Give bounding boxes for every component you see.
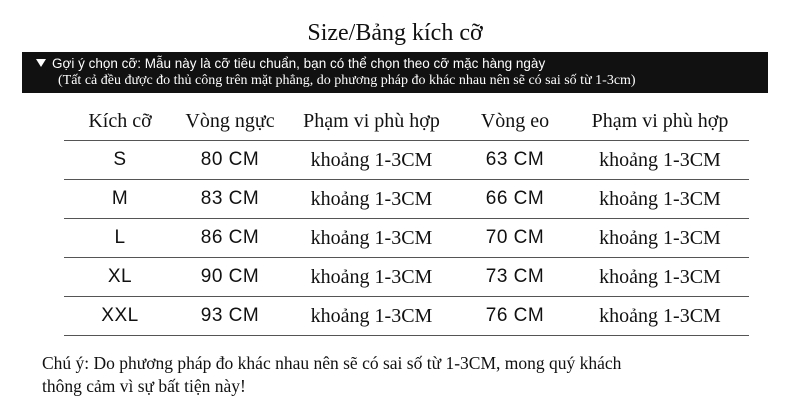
page-title: Size/Bảng kích cỡ — [307, 20, 483, 46]
cell-waist: 63 CM — [459, 141, 571, 180]
size-advice-banner — [22, 52, 768, 93]
banner-line-1 — [36, 55, 760, 72]
table-row — [64, 219, 749, 258]
cell-waist: 73 CM — [459, 258, 571, 297]
cell-size: S — [64, 141, 176, 180]
cell-waist-range: khoảng 1-3CM — [571, 141, 749, 180]
triangle-down-icon — [36, 59, 46, 67]
cell-size: XXL — [64, 297, 176, 336]
cell-size: L — [64, 219, 176, 258]
size-table — [64, 102, 749, 336]
cell-chest: 90 CM — [176, 258, 284, 297]
cell-chest-range: khoảng 1-3CM — [284, 141, 459, 180]
table-row — [64, 141, 749, 180]
measurement-note — [42, 352, 762, 398]
cell-size: XL — [64, 258, 176, 297]
cell-chest-range: khoảng 1-3CM — [284, 180, 459, 219]
header-size: Kích cỡ — [64, 102, 176, 141]
table-header-row — [64, 102, 749, 141]
header-waist: Vòng eo — [459, 102, 571, 141]
cell-size: M — [64, 180, 176, 219]
cell-chest-range: khoảng 1-3CM — [284, 258, 459, 297]
cell-waist: 66 CM — [459, 180, 571, 219]
cell-waist-range: khoảng 1-3CM — [571, 297, 749, 336]
cell-chest: 80 CM — [176, 141, 284, 180]
banner-advice-text: Gợi ý chọn cỡ: Mẫu này là cỡ tiêu chuẩn, bạn có thể chọn theo cỡ mặc hàng ngày — [52, 56, 546, 71]
banner-line-2: (Tất cả đều được đo thủ công trên mặt phẳng, do phương pháp đo khác nhau nên sẽ có sai số từ 1-3cm) — [58, 73, 636, 88]
cell-waist: 76 CM — [459, 297, 571, 336]
header-waist-range: Phạm vi phù hợp — [571, 102, 749, 141]
cell-chest: 86 CM — [176, 219, 284, 258]
header-chest-range: Phạm vi phù hợp — [284, 102, 459, 141]
cell-waist-range: khoảng 1-3CM — [571, 180, 749, 219]
table-row — [64, 258, 749, 297]
cell-chest-range: khoảng 1-3CM — [284, 297, 459, 336]
header-chest: Vòng ngực — [176, 102, 284, 141]
cell-chest: 83 CM — [176, 180, 284, 219]
cell-waist: 70 CM — [459, 219, 571, 258]
cell-waist-range: khoảng 1-3CM — [571, 219, 749, 258]
table-row — [64, 180, 749, 219]
cell-chest-range: khoảng 1-3CM — [284, 219, 459, 258]
table-row — [64, 297, 749, 336]
cell-waist-range: khoảng 1-3CM — [571, 258, 749, 297]
note-line-2: thông cảm vì sự bất tiện này! — [42, 376, 246, 396]
note-line-1: Chú ý: Do phương pháp đo khác nhau nên sẽ có sai số từ 1-3CM, mong quý khách — [42, 353, 622, 373]
cell-chest: 93 CM — [176, 297, 284, 336]
